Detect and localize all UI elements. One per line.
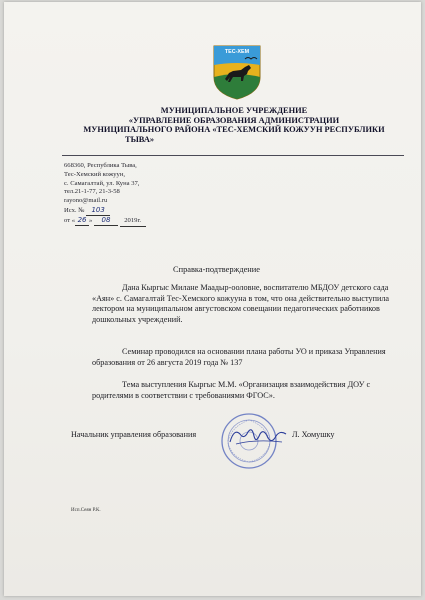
document-title: Справка-подтверждение (173, 265, 260, 274)
paragraph-basis (92, 347, 412, 368)
document-page (4, 2, 421, 596)
paragraph-basis-text: Семинар проводился на основании плана работы УО и приказа Управления образования от 26 августа 2019 года № 137 (92, 347, 386, 367)
address-block (64, 162, 146, 227)
address-line-4: тел.21-1-77, 21-3-58 (64, 188, 120, 196)
signature-icon (226, 422, 290, 452)
date-row: от « 26 » 08 2019г. (64, 216, 146, 227)
date-day: 26 (75, 216, 89, 226)
handwritten-signature (226, 422, 290, 452)
date-month: 08 (94, 216, 118, 226)
date-year: 2019г. (120, 217, 146, 227)
paragraph-topic-text: Тема выступления Кыргыс М.М. «Организация взаимодействия ДОУ с родителями в соответствии с требованиями ФГОС». (92, 380, 371, 400)
address-line-3: с. Самагалтай, ул. Куна 37, (64, 179, 140, 187)
executor-note: Исп.Сеян Р.К. (71, 508, 101, 513)
header-line-3: МУНИЦИПАЛЬНОГО РАЙОНА «ТЕС-ХЕМСКИЙ КОЖУУН РЕСПУБЛИКИ (83, 125, 385, 135)
signatory-position: Начальник управления образования (71, 430, 197, 439)
date-prefix: от (64, 216, 71, 224)
address-email: rayono@mail.ru (64, 197, 108, 205)
outgoing-number-row (64, 206, 146, 216)
organization-header (64, 106, 404, 144)
ref-label: Исх. № (64, 206, 85, 214)
tes-khem-emblem (211, 43, 263, 101)
paragraph-topic (92, 380, 412, 401)
signatory-name: Л. Хомушку (292, 430, 335, 439)
address-line-2: Тес-Хемский кожуун, (64, 170, 126, 178)
horse-emblem-icon (211, 43, 263, 101)
address-line-1: 668360, Республика Тыва, (64, 162, 137, 169)
paragraph-statement-text: Дана Кыргыс Милане Маадыр-ооловне, воспитателю МБДОУ детского сада «Аян» с. Самагалтай Тес-Хемского кожууна в том, что она действительно выступила лектором на муниципальном августовском совещании педагогических работников дошкольных учреждений. (92, 283, 390, 324)
header-line-1: МУНИЦИПАЛЬНОЕ УЧРЕЖДЕНИЕ (160, 106, 308, 115)
header-line-4: ТЫВА» (125, 134, 155, 144)
emblem-caption: ТЕС-ХЕМ (224, 49, 250, 55)
header-line-2: «УПРАВЛЕНИЕ ОБРАЗОВАНИЯ АДМИНИСТРАЦИИ (128, 115, 340, 125)
paragraph-statement (92, 283, 412, 325)
ref-number: 103 (86, 206, 110, 216)
header-divider (62, 155, 404, 156)
